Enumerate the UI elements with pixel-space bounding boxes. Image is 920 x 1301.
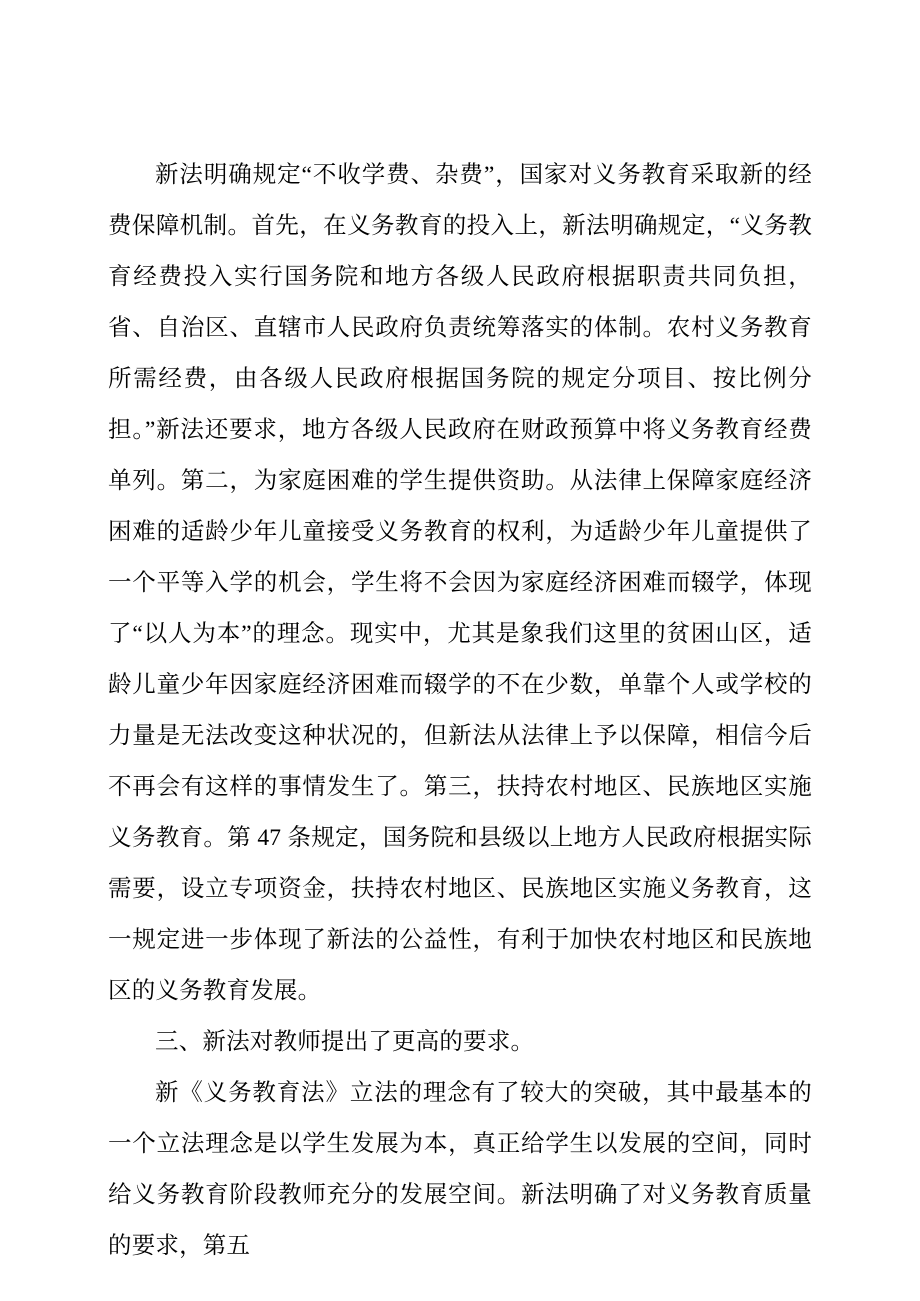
document-body — [108, 150, 812, 1272]
paragraph: 新法明确规定“不收学费、杂费”，国家对义务教育采取新的经费保障机制。首先，在义务教育的投入上，新法明确规定，“义务教育经费投入实行国务院和地方各级人民政府根据职责共同负担，省、自治区、直辖市人民政府负责统筹落实的体制。农村义务教育所需经费，由各级人民政府根据国务院的规定分项目、按比例分担。”新法还要求，地方各级人民政府在财政预算中将义务教育经费单列。第二，为家庭困难的学生提供资助。从法律上保障家庭经济困难的适龄少年儿童接受义务教育的权利，为适龄少年儿童提供了一个平等入学的机会，学生将不会因为家庭经济困难而辍学，体现了“以人为本”的理念。现实中，尤其是象我们这里的贫困山区，适龄儿童少年因家庭经济困难而辍学的不在少数，单靠个人或学校的力量是无法改变这种状况的，但新法从法律上予以保障，相信今后不再会有这样的事情发生了。第三，扶持农村地区、民族地区实施义务教育。第 47 条规定，国务院和县级以上地方人民政府根据实际需要，设立专项资金，扶持农村地区、民族地区实施义务教育，这一规定进一步体现了新法的公益性，有利于加快农村地区和民族地区的义务教育发展。 — [108, 162, 812, 1004]
paragraph: 新《义务教育法》立法的理念有了较大的突破，其中最基本的一个立法理念是以学生发展为本，真正给学生以发展的空间，同时给义务教育阶段教师充分的发展空间。新法明确了对义务教育质量的要求，第五 — [108, 1080, 812, 1259]
paragraph: 三、新法对教师提出了更高的要求。 — [155, 1029, 535, 1055]
